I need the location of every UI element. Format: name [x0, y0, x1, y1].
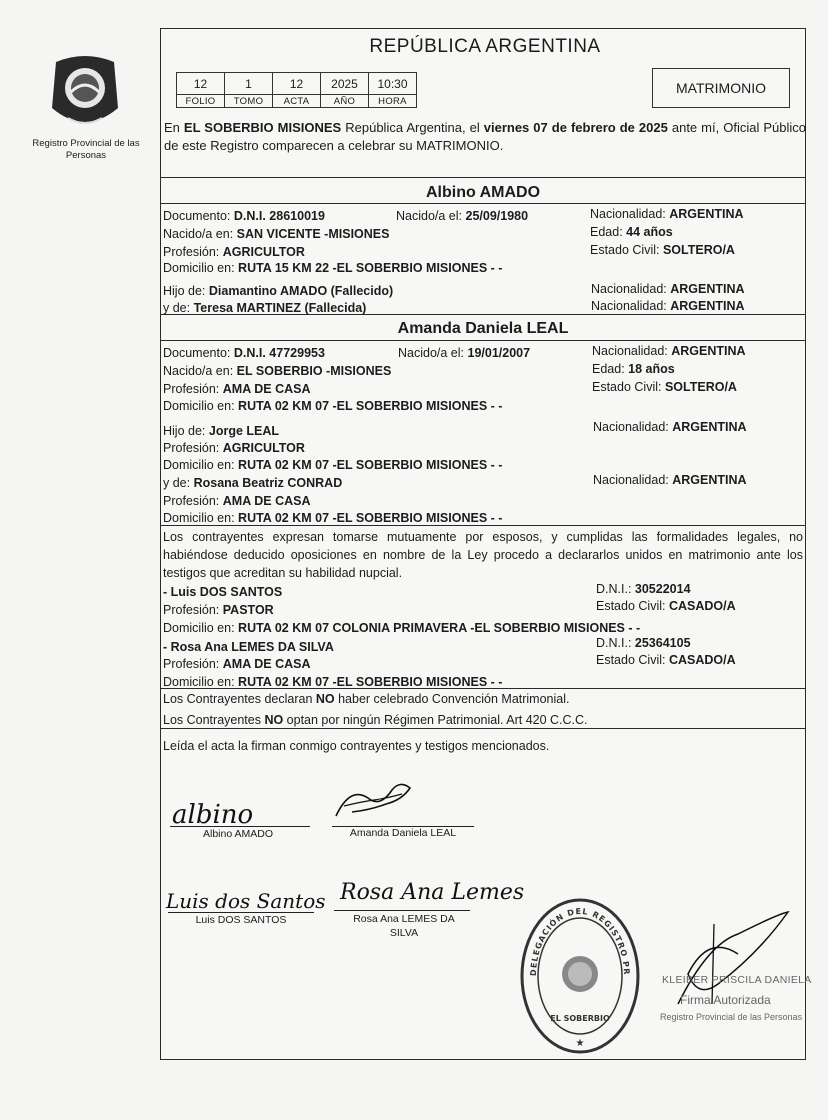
convention-statement: Los Contrayentes declaran NO haber celebrado Convención Matrimonial. — [163, 692, 570, 706]
spouse2-document: Documento: D.N.I. 47729953 — [163, 346, 325, 360]
spouse2-profession: Profesión: AMA DE CASA — [163, 382, 311, 396]
spouse1-birthplace: Nacido/a en: SAN VICENTE -MISIONES — [163, 227, 390, 241]
spouse1-civil-status: Estado Civil: SOLTERO/A — [590, 243, 735, 257]
divider — [160, 525, 806, 526]
spouse1-nationality: Nacionalidad: ARGENTINA — [590, 207, 744, 221]
intro-paragraph: En EL SOBERBIO MISIONES República Argentina, el viernes 07 de febrero de 2025 ante mí, Oficial Público de este Registro comparecen a celebrar su MATRIMONIO. — [164, 120, 806, 153]
divider — [160, 728, 806, 729]
spouse1-document: Documento: D.N.I. 28610019 — [163, 209, 325, 223]
witness1-civil-status: Estado Civil: CASADO/A — [596, 599, 736, 613]
svg-text:★: ★ — [575, 1038, 585, 1049]
stamp-outer-text: DELEGACIÓN DEL REGISTRO PR — [528, 906, 632, 977]
provincial-seal-logo — [46, 48, 124, 134]
witness1-dni: D.N.I.: 30522014 — [596, 582, 691, 596]
declaration-paragraph: Los contrayentes expresan tomarse mutuamente por esposos, y cumplidas las formalidades legales, no habiéndose deducido oposiciones en nombre de la Ley procedo a declararlos unidos en matrimonio ante los testigos que acreditan su habilidad nupcial. — [163, 530, 803, 580]
signature-line — [334, 910, 470, 911]
acta-value: 12 — [273, 73, 321, 95]
spouse2-address: Domicilio en: RUTA 02 KM 07 -EL SOBERBIO MISIONES - - — [163, 399, 503, 413]
logo-caption: Registro Provincial de las Personas — [32, 138, 140, 161]
signature-label-spouse1: Albino AMADO — [202, 828, 274, 840]
spouse1-father: Hijo de: Diamantino AMADO (Fallecido) — [163, 284, 394, 298]
divider — [160, 340, 806, 341]
signature-rosa: Rosa Ana Lemes — [340, 880, 525, 905]
spouse1-birthdate: Nacido/a el: 25/09/1980 — [396, 209, 529, 223]
spouse2-mother: y de: Rosana Beatriz CONRAD — [163, 476, 343, 490]
witness1-address: Domicilio en: RUTA 02 KM 07 COLONIA PRIMAVERA -EL SOBERBIO MISIONES - - — [163, 621, 641, 635]
witness2-profession: Profesión: AMA DE CASA — [163, 657, 311, 671]
spouse2-birthplace: Nacido/a en: EL SOBERBIO -MISIONES — [163, 364, 392, 378]
time-value: 10:30 — [369, 73, 417, 95]
year-value: 2025 — [321, 73, 369, 95]
regime-statement: Los Contrayentes NO optan por ningún Régimen Patrimonial. Art 420 C.C.C. — [163, 713, 588, 727]
spouse1-name: Albino AMADO — [425, 184, 541, 201]
folio-label: FOLIO — [177, 95, 225, 108]
spouse2-father-address: Domicilio en: RUTA 02 KM 07 -EL SOBERBIO MISIONES - - — [163, 458, 503, 472]
signature-amanda — [330, 776, 420, 829]
signature-label-witness2: Rosa Ana LEMES DA SILVA — [353, 913, 455, 939]
witness1-name: - Luis DOS SANTOS — [163, 585, 283, 599]
act-type-box: MATRIMONIO — [652, 68, 790, 108]
signature-label-spouse2: Amanda Daniela LEAL — [349, 827, 457, 839]
signature-luis: Luis dos Santos — [166, 889, 326, 913]
tomo-label: TOMO — [225, 95, 273, 108]
spouse2-mother-address: Domicilio en: RUTA 02 KM 07 -EL SOBERBIO MISIONES - - — [163, 511, 503, 525]
witness2-dni: D.N.I.: 25364105 — [596, 636, 691, 650]
divider — [160, 203, 806, 204]
signature-label-witness1: Luis DOS SANTOS — [195, 914, 287, 926]
witness2-address: Domicilio en: RUTA 02 KM 07 -EL SOBERBIO MISIONES - - — [163, 675, 503, 689]
official-role: Firma Autorizada — [680, 993, 771, 1007]
closing-statement: Leída el acta la firman conmigo contrayentes y testigos mencionados. — [163, 739, 550, 753]
year-label: AÑO — [321, 95, 369, 108]
signature-line — [170, 826, 310, 827]
folio-value: 12 — [177, 73, 225, 95]
spouse2-father-profession: Profesión: AGRICULTOR — [163, 441, 305, 455]
spouse1-address: Domicilio en: RUTA 15 KM 22 -EL SOBERBIO MISIONES - - — [163, 261, 503, 275]
witness2-civil-status: Estado Civil: CASADO/A — [596, 653, 736, 667]
spouse2-age: Edad: 18 años — [592, 362, 675, 376]
spouse2-mother-profession: Profesión: AMA DE CASA — [163, 494, 311, 508]
spouse2-name: Amanda Daniela LEAL — [397, 320, 569, 337]
spouse2-father-nationality: Nacionalidad: ARGENTINA — [593, 420, 747, 434]
document-title: REPÚBLICA ARGENTINA — [369, 36, 601, 57]
stamp-inner-text: EL SOBERBIO — [550, 1014, 610, 1023]
spouse2-birthdate: Nacido/a el: 19/01/2007 — [398, 346, 531, 360]
witness2-name: - Rosa Ana LEMES DA SILVA — [163, 640, 334, 654]
spouse2-mother-nationality: Nacionalidad: ARGENTINA — [593, 473, 747, 487]
divider — [160, 177, 806, 178]
time-label: HORA — [369, 95, 417, 108]
signature-albino: albino — [172, 800, 254, 830]
spouse1-profession: Profesión: AGRICULTOR — [163, 245, 305, 259]
record-numbers-table — [176, 72, 417, 108]
official-organization: Registro Provincial de las Personas — [660, 1012, 803, 1022]
spouse1-mother: y de: Teresa MARTINEZ (Fallecida) — [163, 301, 367, 315]
spouse2-nationality: Nacionalidad: ARGENTINA — [592, 344, 746, 358]
acta-label: ACTA — [273, 95, 321, 108]
spouse2-father: Hijo de: Jorge LEAL — [163, 424, 280, 438]
tomo-value: 1 — [225, 73, 273, 95]
signature-line — [168, 912, 314, 913]
spouse1-father-nationality: Nacionalidad: ARGENTINA — [591, 282, 745, 296]
witness1-profession: Profesión: PASTOR — [163, 603, 274, 617]
spouse2-civil-status: Estado Civil: SOLTERO/A — [592, 380, 737, 394]
official-stamp — [518, 896, 642, 1059]
spouse1-age: Edad: 44 años — [590, 225, 673, 239]
spouse1-mother-nationality: Nacionalidad: ARGENTINA — [591, 299, 745, 313]
official-name: KLEIBER PRISCILA DANIELA — [662, 974, 812, 986]
